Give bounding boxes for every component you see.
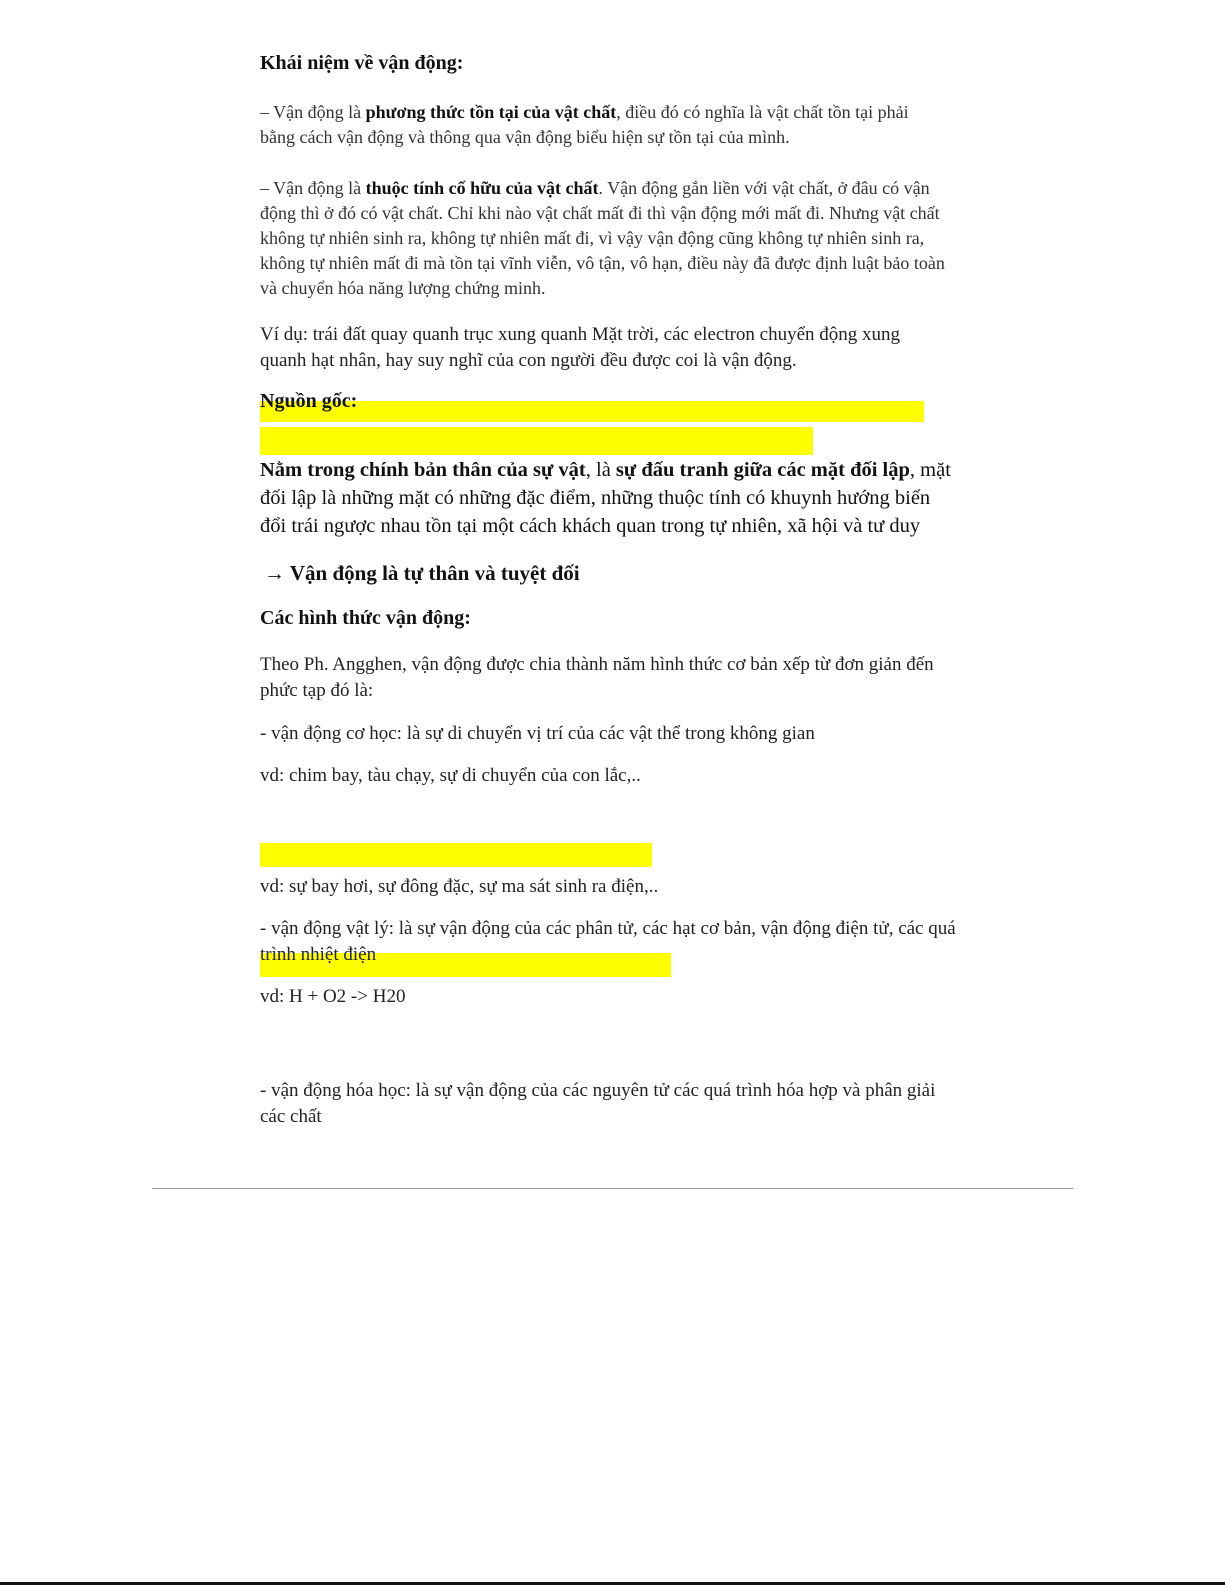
p1-text-pre: – Vận động là	[260, 102, 366, 122]
paragraph-origin	[260, 456, 960, 540]
paragraph-chemical: - vận động hóa học: là sự vận động của các nguyên tử các quá trình hóa hợp và phân giải các chất	[260, 1080, 936, 1127]
highlight-origin-first-line	[260, 427, 813, 455]
conclusion-line: → Vận động là tự thân và tuyệt đối	[264, 561, 580, 585]
p2-bold-term: thuộc tính cố hữu của vật chất	[365, 178, 599, 198]
p2-text-pre: – Vận động là	[260, 178, 366, 198]
heading-forms: Các hình thức vận động:	[260, 607, 471, 629]
paragraph-physical-example: vd: sự bay hơi, sự đông đặc, sự ma sát sinh ra điện,..	[260, 876, 659, 897]
page-separator	[152, 1188, 1073, 1189]
p2-text-post: . Vận động gắn liền với vật chất, ở đâu có vận động thì ở đó có vật chất. Chỉ khi nào vật chất mất đi thì vận động mới mất đi. Nhưng vật chất không tự nhiên sinh ra, không tự nhiên mất đi, vì vậy vận động cũng không tự nhiên sinh ra, không tự nhiên mất đi mà tồn tại vĩnh viễn, vô tận, vô hạn, điều này đã được định luật bảo toàn và chuyển hóa năng lượng chứng minh.	[260, 178, 945, 298]
p4-bold-struggle: sự đấu tranh giữa các mặt đối lập	[615, 459, 910, 481]
p4-text-mid: , là	[585, 459, 616, 481]
heading-concept: Khái niệm về vận động:	[260, 52, 464, 74]
paragraph-mode-of-existence	[260, 100, 940, 150]
paragraph-inherent-property	[260, 176, 950, 301]
p4-text-post: , mặt đối lập là những mặt có những đặc điểm, những thuộc tính có khuynh hướng biến đổi trái ngược nhau tồn tại một cách khách quan trong tự nhiên, xã hội và tư duy	[260, 459, 951, 537]
paragraph-physical: - vận động vật lý: là sự vận động của các phân tử, các hạt cơ bản, vận động điện tử, các quá trình nhiệt điện	[260, 918, 956, 965]
paragraph-example: Ví dụ: trái đất quay quanh trục xung quanh Mặt trời, các electron chuyển động xung quanh hạt nhân, hay suy nghĩ của con người đều được coi là vận động.	[260, 324, 901, 371]
highlight-physical	[260, 843, 652, 867]
p1-bold-term: phương thức tồn tại của vật chất	[365, 102, 617, 122]
paragraph-mechanical-example: vd: chim bay, tàu chạy, sự di chuyển của con lắc,..	[260, 765, 641, 786]
paragraph-engels: Theo Ph. Angghen, vận động được chia thành năm hình thức cơ bản xếp từ đơn giản đến phức tạp đó là:	[260, 654, 934, 701]
p1-text-post: , điều đó có nghĩa là vật chất tồn tại phải bằng cách vận động và thông qua vận động biểu hiện sự tồn tại của mình.	[260, 102, 909, 147]
heading-origin: Nguồn gốc:	[260, 390, 358, 412]
paragraph-chemical-example: vd: H + O2 -> H20	[260, 986, 406, 1007]
paragraph-mechanical: - vận động cơ học: là sự di chuyển vị trí của các vật thể trong không gian	[260, 723, 815, 744]
p4-bold-self: Nằm trong chính bản thân của sự vật	[260, 459, 586, 481]
